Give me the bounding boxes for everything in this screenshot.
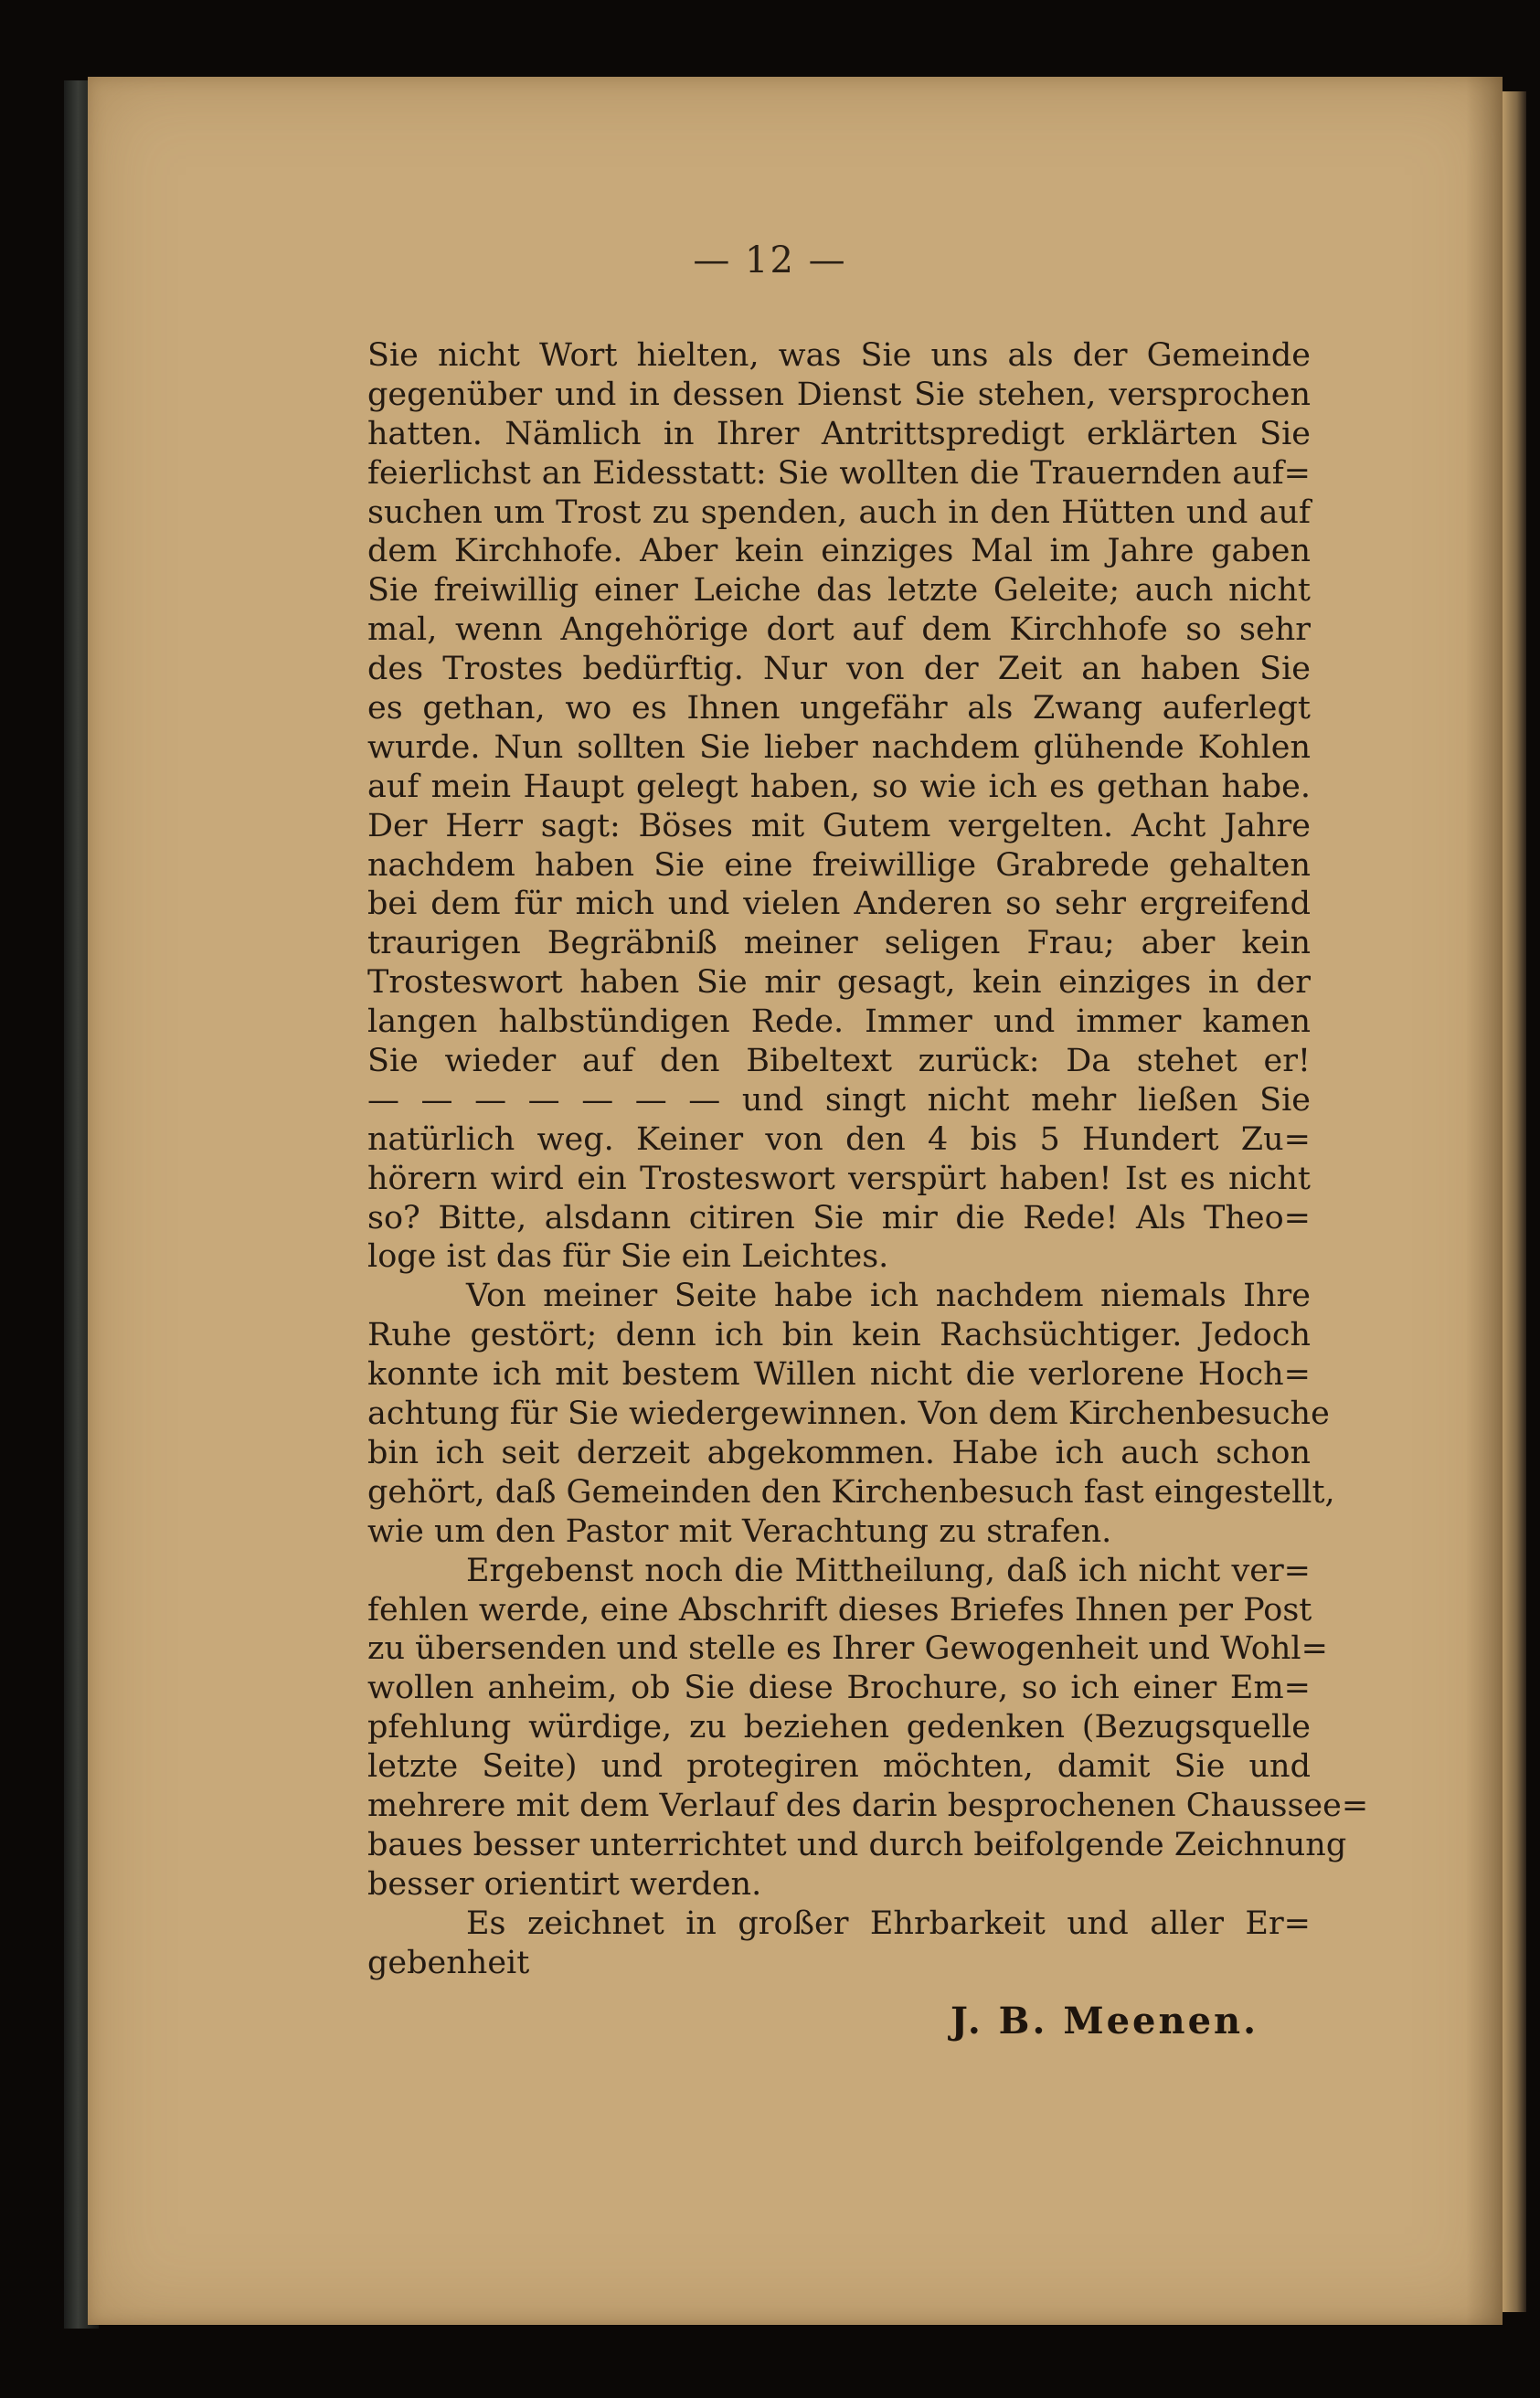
text-line: mal, wenn Angehörige dort auf dem Kirchhofe so sehr xyxy=(367,611,1311,649)
text-line: Sie wieder auf den Bibeltext zurück: Da stehet er! xyxy=(367,1043,1311,1080)
text-line: nachdem haben Sie eine freiwillige Grabrede gehalten xyxy=(367,846,1311,884)
text-line: bei dem für mich und vielen Anderen so sehr ergreifend xyxy=(367,886,1311,923)
text-line: bin ich seit derzeit abgekommen. Habe ich auch schon xyxy=(367,1434,1311,1471)
text-line: Sie freiwillig einer Leiche das letzte Geleite; auch nicht xyxy=(367,572,1311,610)
text-line: zu übersenden und stelle es Ihrer Gewogenheit und Wohl= xyxy=(367,1630,1328,1668)
text-line: mehrere mit dem Verlauf des darin besprochenen Chaussee= xyxy=(367,1787,1369,1824)
text-line: auf mein Haupt gelegt haben, so wie ich es gethan habe. xyxy=(367,768,1311,805)
text-line: gebenheit xyxy=(367,1944,530,1981)
text-line: suchen um Trost zu spenden, auch in den Hütten und auf xyxy=(367,493,1311,531)
text-line: es gethan, wo es Ihnen ungefähr als Zwang auferlegt xyxy=(367,690,1311,727)
letter-body xyxy=(367,336,1369,1982)
text-line: gegenüber und in dessen Dienst Sie stehen, versprochen xyxy=(367,376,1311,413)
underlying-page-edge xyxy=(1503,91,1526,2312)
text-line: wie um den Pastor mit Verachtung zu strafen. xyxy=(367,1512,1112,1550)
page-number: — 12 — xyxy=(693,239,847,281)
text-line: Von meiner Seite habe ich nachdem niemals Ihre xyxy=(466,1278,1311,1315)
text-line: wurde. Nun sollten Sie lieber nachdem glühende Kohlen xyxy=(367,728,1311,766)
text-line: besser orientirt werden. xyxy=(367,1865,762,1903)
text-line: des Trostes bedürftig. Nur von der Zeit an haben Sie xyxy=(367,651,1311,688)
text-line: pfehlung würdige, zu beziehen gedenken (Bezugsquelle xyxy=(367,1709,1311,1746)
text-line: Sie nicht Wort hielten, was Sie uns als der Gemeinde xyxy=(367,337,1311,374)
text-line: wollen anheim, ob Sie diese Brochure, so ich einer Em= xyxy=(367,1670,1311,1707)
text-line: — — — — — — — und singt nicht mehr ließen Sie xyxy=(367,1081,1311,1119)
text-line: traurigen Begräbniß meiner seligen Frau; aber kein xyxy=(367,925,1311,962)
text-line: Ergebenst noch die Mittheilung, daß ich nicht ver= xyxy=(466,1552,1311,1589)
text-line: feierlichst an Eidesstatt: Sie wollten die Trauernden auf= xyxy=(367,454,1311,492)
text-line: konnte ich mit bestem Willen nicht die verlorene Hoch= xyxy=(367,1356,1311,1394)
text-line: Trosteswort haben Sie mir gesagt, kein einziges in der xyxy=(367,964,1311,1002)
text-line: achtung für Sie wiedergewinnen. Von dem Kirchenbesuche xyxy=(367,1395,1330,1433)
text-line: Ruhe gestört; denn ich bin kein Rachsüchtiger. Jedoch xyxy=(367,1317,1311,1354)
text-line: hatten. Nämlich in Ihrer Antrittspredigt erklärten Sie xyxy=(367,415,1311,452)
text-line: so? Bitte, alsdann citiren Sie mir die Rede! Als Theo= xyxy=(367,1199,1311,1236)
text-line: letzte Seite) und protegiren möchten, damit Sie und xyxy=(367,1748,1311,1786)
text-line: langen halbstündigen Rede. Immer und immer kamen xyxy=(367,1003,1311,1041)
signature: J. B. Meenen. xyxy=(951,2000,1259,2043)
text-line: hörern wird ein Trosteswort verspürt haben! Ist es nicht xyxy=(367,1160,1311,1197)
text-line: dem Kirchhofe. Aber kein einziges Mal im Jahre gaben xyxy=(367,533,1311,570)
text-line: gehört, daß Gemeinden den Kirchenbesuch fast eingestellt, xyxy=(367,1473,1335,1511)
text-line: Es zeichnet in großer Ehrbarkeit und aller Er= xyxy=(466,1905,1311,1942)
text-line: baues besser unterrichtet und durch beifolgende Zeichnung xyxy=(367,1826,1347,1863)
page-shadow xyxy=(1466,77,1503,2325)
text-line: Der Herr sagt: Böses mit Gutem vergelten. Acht Jahre xyxy=(367,807,1311,844)
text-line: loge ist das für Sie ein Leichtes. xyxy=(367,1238,889,1276)
text-line: fehlen werde, eine Abschrift dieses Briefes Ihnen per Post xyxy=(367,1591,1312,1629)
text-line: natürlich weg. Keiner von den 4 bis 5 Hundert Zu= xyxy=(367,1120,1311,1158)
